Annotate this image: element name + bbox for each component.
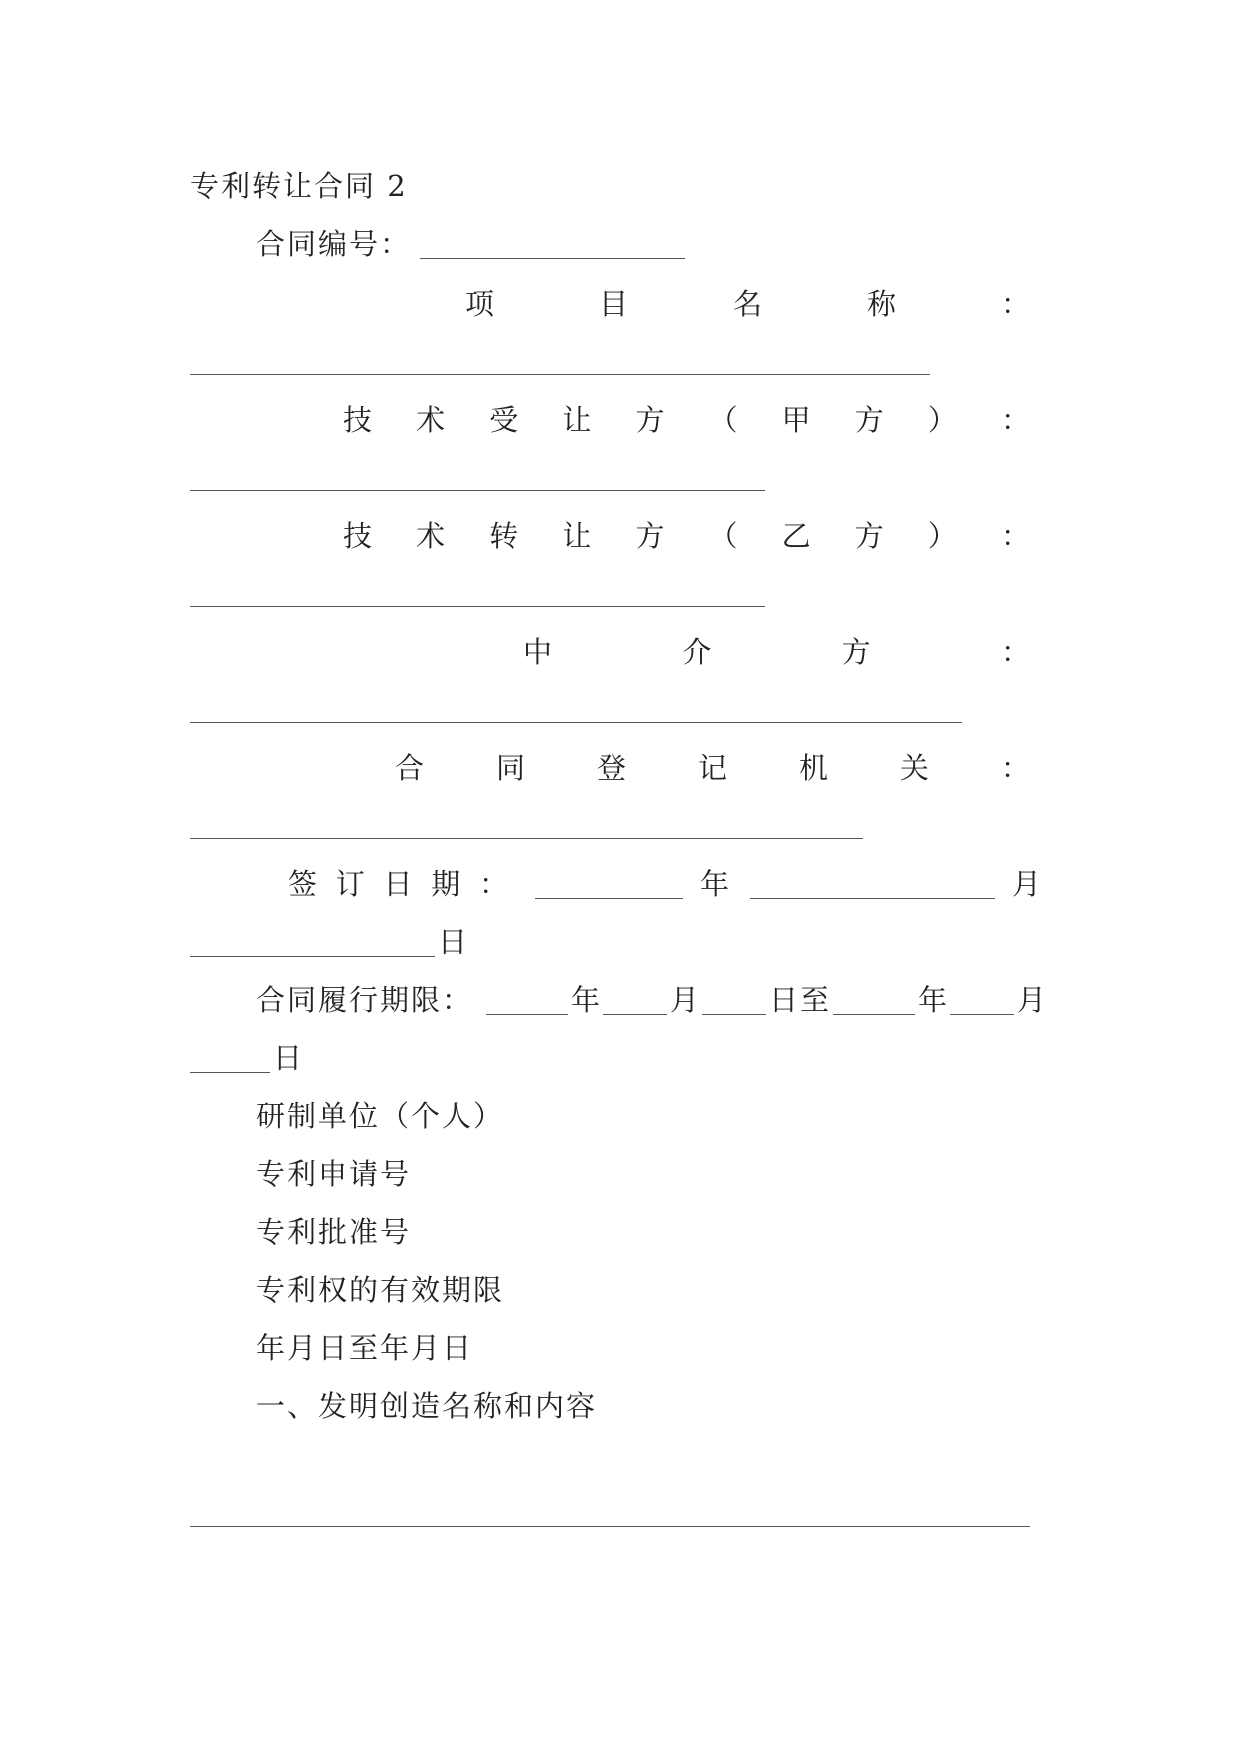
contract-number-blank[interactable]: [420, 258, 685, 259]
invention-content-blank[interactable]: [190, 1526, 1030, 1527]
project-name-label: 项 目 名 称 ：: [465, 287, 1030, 321]
registration-label: 合 同 登 记 机 关 ：: [395, 751, 1030, 785]
signing-day-label: 日: [438, 925, 470, 959]
item-validity-dates: 年月日至年月日: [256, 1331, 474, 1365]
party-b-blank[interactable]: [190, 606, 765, 607]
period-start-month-label: 月: [670, 983, 702, 1017]
party-b-label: 技 术 转 让 方 （ 乙 方 ） ：: [343, 519, 1030, 553]
period-end-year-blank[interactable]: [833, 1014, 915, 1015]
item-developer: 研制单位（个人）: [256, 1099, 505, 1133]
signing-month-blank[interactable]: [750, 898, 995, 899]
item-approval-number: 专利批准号: [256, 1215, 412, 1249]
period-end-year-label: 年: [918, 983, 950, 1017]
signing-date-label: 签 订 日 期 ：: [288, 867, 508, 901]
intermediary-label: 中 介 方 ：: [523, 635, 1030, 669]
party-a-blank[interactable]: [190, 490, 765, 491]
document-title: 专利转让合同 2: [190, 169, 408, 203]
contract-number-label: 合同编号：: [256, 227, 412, 261]
signing-year-label: 年: [700, 867, 732, 901]
registration-blank[interactable]: [190, 838, 863, 839]
period-label: 合同履行期限：: [256, 983, 474, 1017]
period-end-month-label: 月: [1017, 983, 1049, 1017]
signing-year-blank[interactable]: [535, 898, 683, 899]
intermediary-blank[interactable]: [190, 722, 962, 723]
period-end-day-blank[interactable]: [190, 1072, 270, 1073]
period-to-label: 日至: [769, 983, 832, 1017]
period-start-day-blank[interactable]: [702, 1014, 766, 1015]
signing-month-label: 月: [1012, 867, 1044, 901]
section-heading-invention: 一、发明创造名称和内容: [256, 1389, 598, 1423]
period-start-month-blank[interactable]: [603, 1014, 667, 1015]
item-application-number: 专利申请号: [256, 1157, 412, 1191]
period-end-day-label: 日: [273, 1041, 305, 1075]
period-end-month-blank[interactable]: [950, 1014, 1014, 1015]
party-a-label: 技 术 受 让 方 （ 甲 方 ） ：: [343, 403, 1030, 437]
period-start-year-label: 年: [571, 983, 603, 1017]
signing-day-blank[interactable]: [190, 956, 435, 957]
project-name-blank[interactable]: [190, 374, 930, 375]
period-start-year-blank[interactable]: [486, 1014, 568, 1015]
item-validity-period: 专利权的有效期限: [256, 1273, 505, 1307]
